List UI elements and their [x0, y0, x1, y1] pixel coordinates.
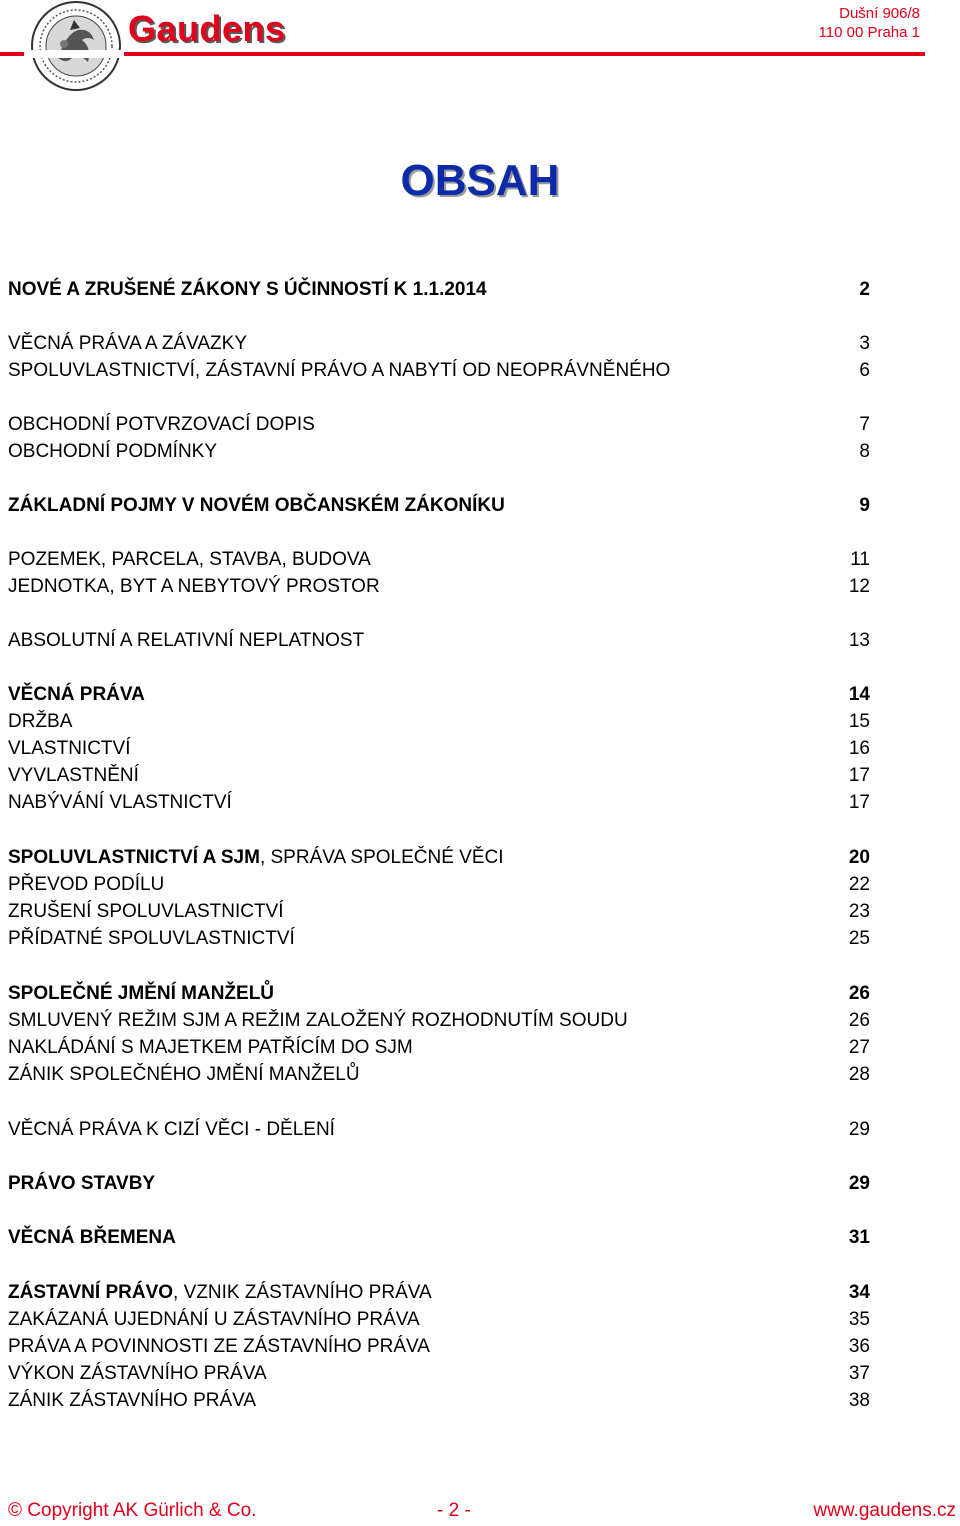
toc-entry-page: 36 — [848, 1336, 870, 1357]
toc-entry[interactable] — [8, 1171, 870, 1197]
toc-entry-title: ZRUŠENÍ SPOLUVLASTNICTVÍ — [8, 901, 284, 922]
toc-entry-page: 23 — [848, 901, 870, 922]
toc-entry[interactable] — [8, 412, 870, 438]
toc-entry-title: VĚCNÁ PRÁVA A ZÁVAZKY — [8, 333, 247, 354]
toc-entry[interactable] — [8, 790, 870, 816]
toc-entry-page: 20 — [848, 847, 870, 868]
footer-copyright: © Copyright AK Gürlich & Co. — [8, 1500, 257, 1521]
toc-entry[interactable] — [8, 277, 870, 303]
toc-entry-page: 22 — [848, 874, 870, 895]
toc-entry[interactable] — [8, 628, 870, 654]
toc-entry-label — [8, 981, 274, 1007]
toc-entry-page: 34 — [848, 1282, 870, 1303]
toc-entry-page: 31 — [848, 1227, 870, 1248]
toc-entry[interactable] — [8, 1062, 870, 1088]
toc-entry-title: POZEMEK, PARCELA, STAVBA, BUDOVA — [8, 549, 371, 570]
toc-entry[interactable] — [8, 736, 870, 762]
toc-entry-label — [8, 899, 284, 925]
toc-entry[interactable] — [8, 1280, 870, 1306]
toc-entry-title: SPOLUVLASTNICTVÍ, ZÁSTAVNÍ PRÁVO A NABYTÍ OD NEOPRÁVNĚNÉHO — [8, 360, 671, 381]
company-address — [819, 4, 920, 42]
toc-entry-title: OBCHODNÍ PODMÍNKY — [8, 441, 218, 462]
toc-entry-page: 17 — [848, 765, 870, 786]
toc-entry-label — [8, 331, 247, 357]
toc-entry-title: ZAKÁZANÁ UJEDNÁNÍ U ZÁSTAVNÍHO PRÁVA — [8, 1309, 420, 1330]
footer-website-link[interactable]: www.gaudens.cz — [813, 1500, 956, 1521]
toc-entry-label — [8, 439, 217, 465]
toc-entry[interactable] — [8, 709, 870, 735]
toc-entry-label — [8, 709, 72, 735]
toc-entry-title: VLASTNICTVÍ — [8, 738, 131, 759]
toc-entry-subtitle: , SPRÁVA SPOLEČNÉ VĚCI — [259, 847, 504, 868]
toc-entry-label — [8, 790, 232, 816]
toc-entry[interactable] — [8, 682, 870, 708]
toc-entry-label — [8, 682, 145, 708]
toc-entry-page: 15 — [848, 711, 870, 732]
toc-entry-label — [8, 1361, 267, 1387]
toc-entry-page: 27 — [848, 1037, 870, 1058]
toc-entry[interactable] — [8, 872, 870, 898]
toc-entry-label — [8, 1171, 155, 1197]
toc-entry-page: 3 — [859, 333, 870, 354]
toc-entry-page: 29 — [848, 1173, 870, 1194]
toc-entry-title: NABÝVÁNÍ VLASTNICTVÍ — [8, 792, 232, 813]
seal-logo-icon — [30, 0, 122, 92]
toc-entry[interactable] — [8, 1008, 870, 1034]
toc-entry-page: 35 — [848, 1309, 870, 1330]
toc-entry-label — [8, 763, 139, 789]
toc-entry-page: 13 — [848, 630, 870, 651]
toc-entry[interactable] — [8, 1035, 870, 1061]
toc-entry-page: 9 — [859, 495, 870, 516]
toc-entry-title: VYVLASTNĚNÍ — [8, 765, 139, 786]
toc-entry-label — [8, 1008, 628, 1034]
toc-entry-label — [8, 1035, 413, 1061]
page-header — [0, 0, 960, 100]
toc-entry[interactable] — [8, 1361, 870, 1387]
toc-entry-page: 7 — [859, 414, 870, 435]
toc-entry-title: ZÁKLADNÍ POJMY V NOVÉM OBČANSKÉM ZÁKONÍKU — [8, 495, 505, 516]
toc-entry-label — [8, 277, 487, 303]
toc-entry-label — [8, 736, 130, 762]
toc-entry-title: NOVÉ A ZRUŠENÉ ZÁKONY S ÚČINNOSTÍ K 1.1.2014 — [8, 279, 487, 300]
toc-entry-title: PRÁVA A POVINNOSTI ZE ZÁSTAVNÍHO PRÁVA — [8, 1336, 430, 1357]
toc-entry-title: PRÁVO STAVBY — [8, 1173, 156, 1194]
toc-entry-title: VĚCNÁ BŘEMENA — [8, 1227, 176, 1248]
toc-entry-title: ABSOLUTNÍ A RELATIVNÍ NEPLATNOST — [8, 630, 365, 651]
toc-entry-page: 8 — [859, 441, 870, 462]
toc-entry-title: SPOLEČNÉ JMĚNÍ MANŽELŮ — [8, 983, 275, 1004]
toc-entry-page: 6 — [859, 360, 870, 381]
toc-entry[interactable] — [8, 1334, 870, 1360]
toc-entry[interactable] — [8, 1388, 870, 1414]
toc-entry-page: 17 — [848, 792, 870, 813]
toc-entry-page: 37 — [848, 1363, 870, 1384]
toc-entry-page: 11 — [850, 549, 870, 570]
toc-entry-label — [8, 547, 371, 573]
toc-entry-label — [8, 1280, 432, 1306]
toc-entry-title: SPOLUVLASTNICTVÍ A SJM — [8, 847, 260, 868]
toc-entry[interactable] — [8, 358, 870, 384]
toc-entry-label — [8, 872, 164, 898]
toc-entry-label — [8, 574, 380, 600]
toc-entry-page: 2 — [859, 279, 870, 300]
header-rule — [0, 52, 925, 56]
toc-entry-title: JEDNOTKA, BYT A NEBYTOVÝ PROSTOR — [8, 576, 380, 597]
toc-entry[interactable] — [8, 1117, 870, 1143]
toc-entry[interactable] — [8, 493, 870, 519]
toc-entry-label — [8, 1307, 420, 1333]
toc-entry[interactable] — [8, 1225, 870, 1251]
toc-entry[interactable] — [8, 1307, 870, 1333]
toc-entry[interactable] — [8, 547, 870, 573]
toc-entry-title: ZÁSTAVNÍ PRÁVO — [8, 1282, 174, 1303]
toc-entry[interactable] — [8, 926, 870, 952]
toc-entry-label — [8, 1225, 176, 1251]
address-line-2: 110 00 Praha 1 — [818, 24, 920, 41]
toc-entry[interactable] — [8, 981, 870, 1007]
toc-entry-page: 16 — [848, 738, 870, 759]
toc-entry-page: 26 — [848, 983, 870, 1004]
toc-entry-page: 26 — [848, 1010, 870, 1031]
toc-entry-title: OBCHODNÍ POTVRZOVACÍ DOPIS — [8, 414, 315, 435]
toc-entry-title: ZÁNIK SPOLEČNÉHO JMĚNÍ MANŽELŮ — [8, 1064, 360, 1085]
toc-entry-page: 28 — [848, 1064, 870, 1085]
toc-entry-page: 14 — [848, 684, 870, 705]
toc-entry-title: PŘÍDATNÉ SPOLUVLASTNICTVÍ — [8, 928, 295, 949]
toc-entry-title: NAKLÁDÁNÍ S MAJETKEM PATŘÍCÍM DO SJM — [8, 1037, 413, 1058]
toc-entry-label — [8, 1117, 335, 1143]
toc-entry-page: 38 — [848, 1390, 870, 1411]
toc-entry-title: ZÁNIK ZÁSTAVNÍHO PRÁVA — [8, 1390, 257, 1411]
toc-entry-label — [8, 493, 505, 519]
toc-entry-title: VĚCNÁ PRÁVA — [8, 684, 145, 705]
toc-entry[interactable] — [8, 845, 870, 871]
toc-entry-title: DRŽBA — [8, 711, 73, 732]
toc-entry-label — [8, 358, 670, 384]
toc-entry[interactable] — [8, 763, 870, 789]
toc-entry-label — [8, 1388, 256, 1414]
toc-entry[interactable] — [8, 439, 870, 465]
toc-entry[interactable] — [8, 331, 870, 357]
toc-entry-label — [8, 926, 295, 952]
toc-entry-label — [8, 1334, 430, 1360]
toc-entry-title: SMLUVENÝ REŽIM SJM A REŽIM ZALOŽENÝ ROZHODNUTÍM SOUDU — [8, 1010, 628, 1031]
brand-name: Gaudens — [128, 8, 286, 49]
toc-entry-title: VĚCNÁ PRÁVA K CIZÍ VĚCI - DĚLENÍ — [8, 1119, 335, 1140]
toc-entry[interactable] — [8, 899, 870, 925]
toc-entry-label — [8, 628, 364, 654]
toc-entry-subtitle: , VZNIK ZÁSTAVNÍHO PRÁVA — [173, 1282, 432, 1303]
footer-page-number: - 2 - — [437, 1500, 471, 1521]
address-line-1: Dušní 906/8 — [839, 5, 920, 22]
toc-entry-label — [8, 412, 315, 438]
page-footer — [0, 1500, 960, 1526]
page-title: OBSAH — [400, 156, 560, 205]
toc-entry-page: 29 — [848, 1119, 870, 1140]
toc-entry[interactable] — [8, 574, 870, 600]
toc-entry-page: 25 — [848, 928, 870, 949]
toc-entry-label — [8, 1062, 360, 1088]
toc-entry-title: VÝKON ZÁSTAVNÍHO PRÁVA — [8, 1363, 267, 1384]
toc-entry-page: 12 — [848, 576, 870, 597]
toc-entry-title: PŘEVOD PODÍLU — [8, 874, 165, 895]
toc-entry-label — [8, 845, 504, 871]
